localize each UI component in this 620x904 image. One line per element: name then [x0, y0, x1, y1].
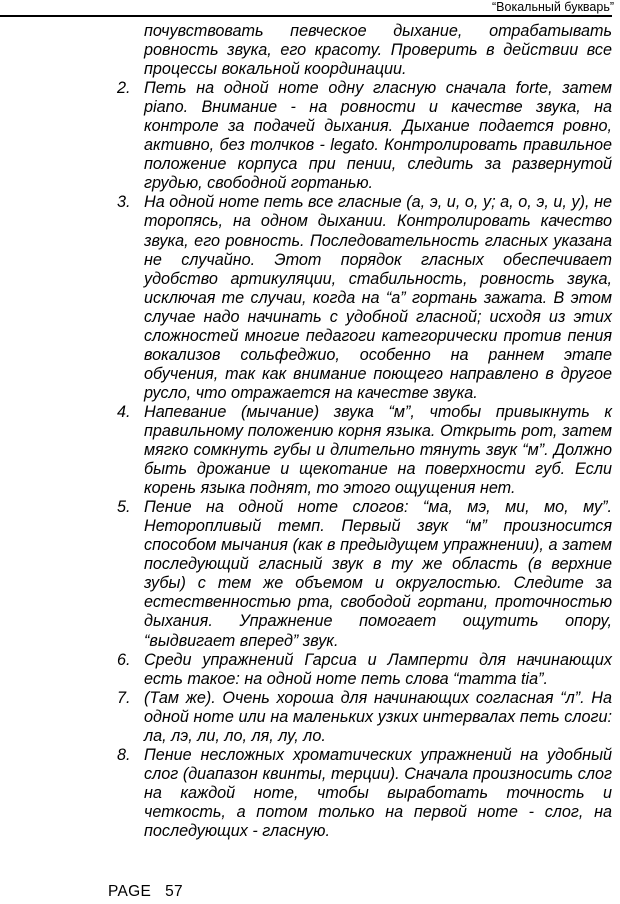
list-item-text: (Там же). Очень хороша для начинающих согласная “л”. На одной ноте или на маленьких узких интервалах петь слоги: ла, лэ, ли, ло, ля, лу, ло. [144, 688, 612, 745]
list-item-text: Среди упражнений Гарсиа и Ламперти для начинающих есть такое: на одной ноте петь слова “татта tia”. [144, 650, 612, 688]
list-item-number: 7. [117, 688, 131, 707]
list-item-number: 4. [117, 402, 131, 421]
list-item-number: 5. [117, 498, 131, 517]
list-item-text: На одной ноте петь все гласные (а, э, и, о, у; а, о, э, и, у), не торопясь, на одном дыхании. Контролировать качество звука, его ровность. Последовательность гласных указана не случайно. Этот порядок гласных обеспечивает удобство артикуляции, стабильность, ровность звука, исключая те случаи, когда на “а” гортань зажата. В этом случае надо начинать с удобной гласной; исходя из этих сложностей многие педагоги категорически против пения вокализов сольфеджио, особенно на раннем этапе обучения, так как внимание поющего направлено в другое русло, что отражается на качестве звука. [144, 193, 612, 402]
list-item-number: 8. [117, 745, 131, 764]
list-item-text: Петь на одной ноте одну гласную сначала forte, затем piano. Внимание - на ровности и качестве звука, на контроле за подачей дыхания. Дыхание подается ровно, активно, без толчков - legato. Контролировать правильное положение корпуса при пении, следить за развернутой грудью, свободной гортанью. [144, 79, 612, 193]
list-item [114, 193, 612, 403]
main-text [114, 22, 612, 841]
list-item [114, 79, 612, 193]
page-number: 57 [165, 883, 183, 900]
list-item-number: 2. [117, 79, 131, 98]
list-item [114, 651, 612, 689]
header-rule [0, 15, 612, 17]
list-item-text: Пение на одной ноте слогов: “ма, мэ, ми, мо, му”. Неторопливый темп. Первый звук “м” произносится способом мычания (как в предыдущем упражнении), а затем последующий гласный звук в ту же область (в верхние зубы) с тем же объемом и округлостью. Следите за естественностью рта, свободой гортани, проточностью дыхания. Упражнение помогает ощутить опору, “выдвигает вперед” звук. [144, 498, 612, 650]
page-footer [108, 883, 183, 901]
list-item [114, 403, 612, 498]
page-label: PAGE [108, 883, 152, 900]
list-item-text: Пение несложных хроматических упражнений на удобный слог (диапазон квинты, терции). Сначала произносить слог на каждой ноте, чтобы выработать точность и четкость, а потом только на первой ноте - слог, на последующих - гласную. [144, 745, 612, 840]
list-item-number: 3. [117, 193, 131, 212]
list-item [114, 746, 612, 841]
running-title: “Вокальный букварь” [492, 0, 614, 14]
list-item-number: 6. [117, 650, 131, 669]
list-item [114, 498, 612, 650]
list-item [114, 689, 612, 746]
lead-paragraph: почувствовать певческое дыхание, отрабатывать ровность звука, его красоту. Проверить в действии все процессы вокальной координации. [144, 22, 612, 79]
list-item-text: Напевание (мычание) звука “м”, чтобы привыкнуть к правильному положению корня языка. Открыть рот, затем мягко сомкнуть губы и длительно тянуть звук “м”. Должно быть дрожание и щекотание на поверхности губ. Если корень языка поднят, то этого ощущения нет. [144, 402, 612, 498]
